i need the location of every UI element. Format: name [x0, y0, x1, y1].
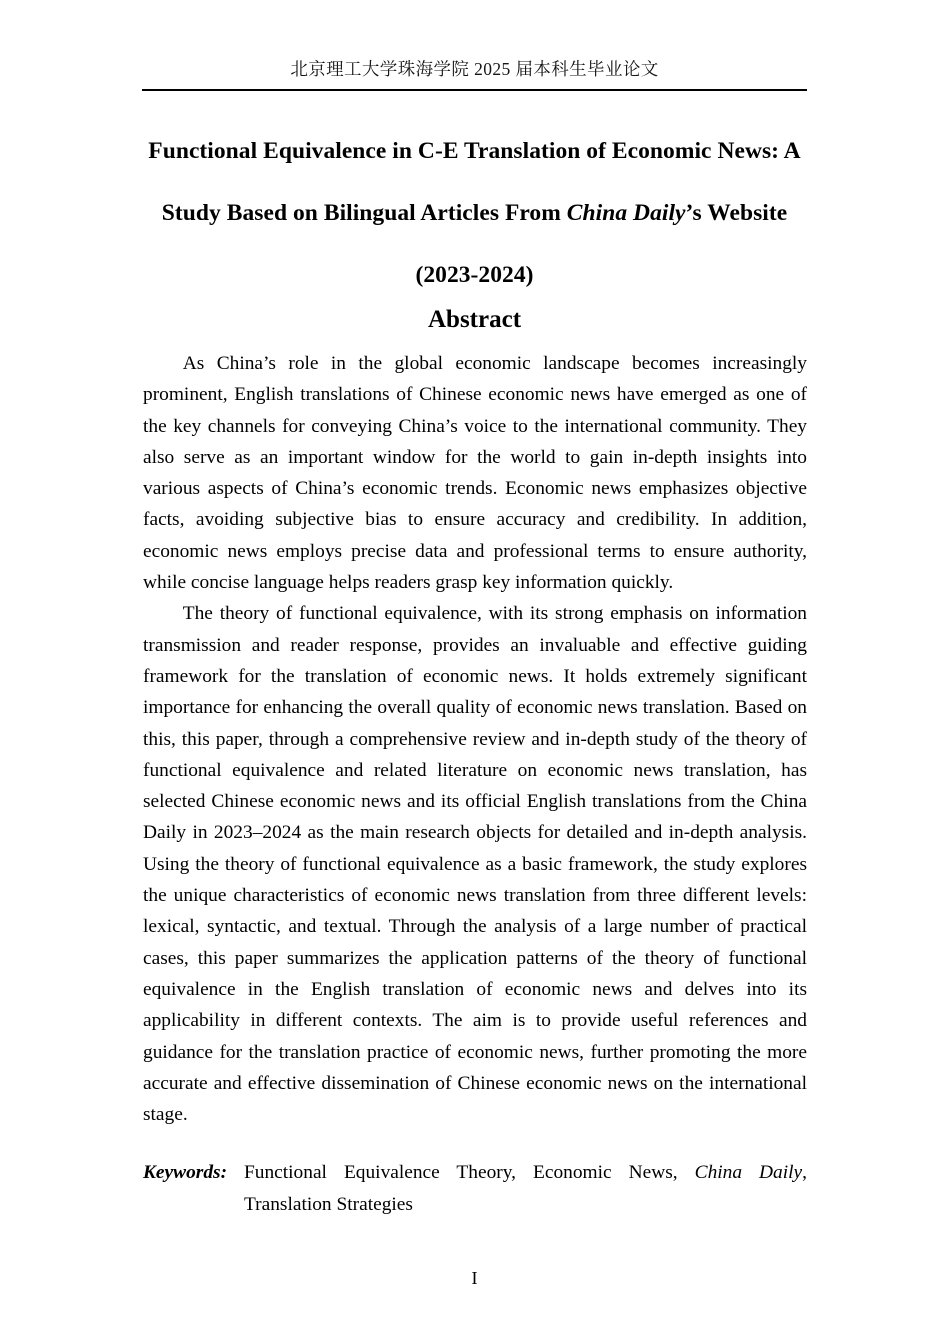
page-footer — [142, 1266, 807, 1290]
keywords-section — [143, 1157, 807, 1221]
abstract-heading: Abstract — [427, 306, 522, 333]
keywords-line-2: Translation Strategies — [244, 1193, 413, 1215]
title-journal-name: China Daily — [566, 200, 686, 226]
running-header — [142, 56, 807, 82]
keywords-line-1-post: , — [802, 1162, 807, 1183]
title-line-3-year-range: (2023-2024) — [415, 262, 534, 288]
title-line-1: Functional Equivalence in C-E Translation of Economic News: A — [148, 138, 801, 164]
keywords-values — [244, 1157, 807, 1221]
abstract-body — [143, 348, 807, 1130]
title-line-2-pre: Study Based on Bilingual Articles From — [161, 200, 567, 226]
page-number: I — [471, 1268, 478, 1288]
keywords-line-1 — [244, 1157, 807, 1189]
keywords-row — [143, 1157, 807, 1221]
title-line-2-post: ’s Website — [685, 200, 788, 226]
title-line-2 — [142, 182, 807, 244]
keywords-label: Keywords: — [143, 1162, 228, 1183]
abstract-paragraph: As China’s role in the global economic landscape becomes increasingly prominent, English translations of Chinese economic news have emerged as one of the key channels for conveying China’s voice to the international community. They also serve as an important window for the world to gain in-depth insights into various aspects of China’s economic trends. Economic news emphasizes objective facts, avoiding subjective bias to ensure accuracy and credibility. In addition, economic news employs precise data and professional terms to ensure authority, while concise language helps readers grasp key information quickly. — [143, 353, 807, 594]
page-title — [142, 120, 807, 306]
keywords-journal-name: China Daily — [694, 1162, 803, 1183]
abstract-paragraph: The theory of functional equivalence, with its strong emphasis on information transmission and reader response, provides an invaluable and effective guiding framework for the translation of economic news. It holds extremely significant importance for enhancing the overall quality of economic news translation. Based on this, this paper, through a comprehensive review and in-depth study of the theory of functional equivalence and related literature on economic news translation, has selected Chinese economic news and its official English translations from the China Daily in 2023–2024 as the main research objects for detailed and in-depth analysis. Using the theory of functional equivalence as a basic framework, the study explores the unique characteristics of economic news translation from three different levels: lexical, syntactic, and textual. Through the analysis of a large number of practical cases, this paper summarizes the application patterns of the theory of functional equivalence in the English translation of economic news and delves into its applicability in different contexts. The aim is to provide useful references and guidance for the translation practice of economic news, further promoting the more accurate and effective dissemination of Chinese economic news on the international stage. — [143, 603, 807, 1126]
header-rule-divider — [142, 89, 807, 91]
keywords-line-1-pre: Functional Equivalence Theory, Economic News, — [244, 1162, 695, 1183]
running-header-text: 北京理工大学珠海学院 2025 届本科生毕业论文 — [290, 59, 659, 79]
